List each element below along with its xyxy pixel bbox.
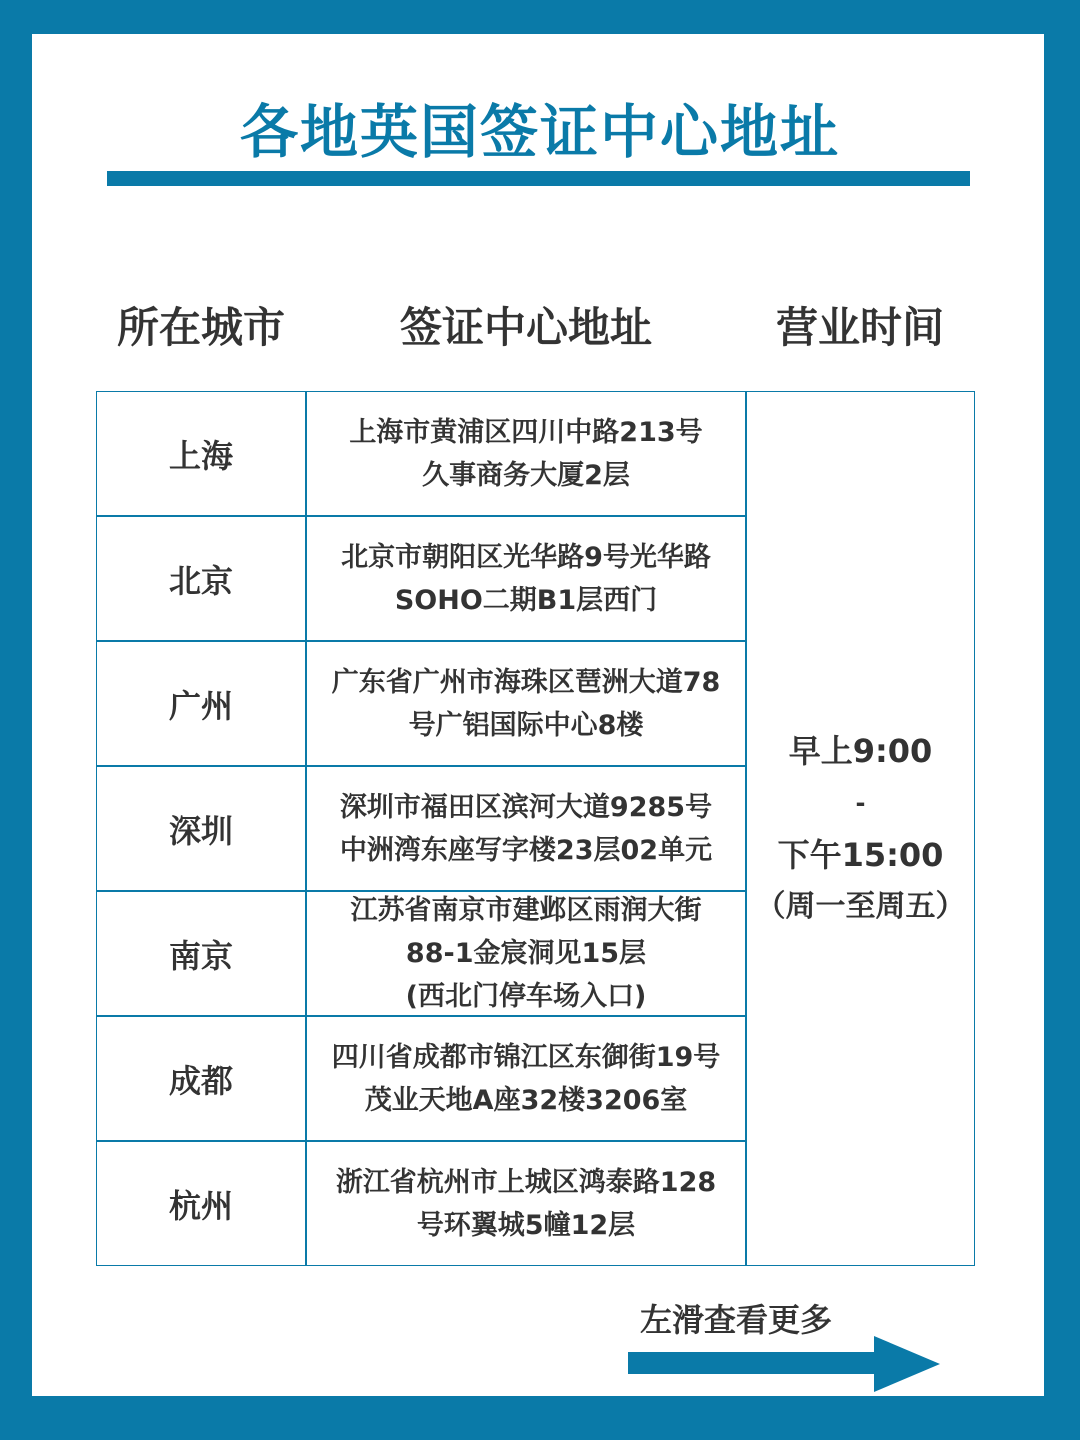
hours-separator: -: [855, 788, 866, 817]
address-line: 号广铝国际中心8楼: [408, 709, 644, 741]
address-line: 北京市朝阳区光华路9号光华路: [341, 541, 711, 573]
table-row: [96, 1141, 746, 1266]
address-line: 浙江省杭州市上城区鸿泰路128: [335, 1166, 717, 1198]
city-cell: 北京: [96, 516, 306, 641]
table-row: [96, 1016, 746, 1141]
visa-center-table: [96, 391, 975, 1266]
swipe-hint: 左滑查看更多: [640, 1301, 833, 1339]
page-title: 各地英国签证中心地址: [239, 98, 840, 166]
address-line: 88-1金宸洞见15层: [405, 938, 647, 969]
address-line: 号环翼城5幢12层: [416, 1209, 636, 1241]
address-line: 广东省广州市海珠区琶洲大道78: [331, 666, 721, 698]
address-cell: [306, 766, 746, 891]
address-line: SOHO二期B1层西门: [394, 584, 658, 616]
city-cell: 深圳: [96, 766, 306, 891]
address-cell: [306, 391, 746, 516]
city-cell: 南京: [96, 891, 306, 1016]
table-row: [96, 766, 746, 891]
table-row: [96, 391, 746, 516]
table-row: [96, 641, 746, 766]
address-cell: [306, 1016, 746, 1141]
hours-open: 早上9:00: [788, 731, 933, 770]
city-cell: 广州: [96, 641, 306, 766]
table-row: [96, 891, 746, 1016]
city-cell: 成都: [96, 1016, 306, 1141]
address-cell: [306, 641, 746, 766]
address-cell: [306, 1141, 746, 1266]
address-line: 江苏省南京市建邺区雨润大街: [350, 895, 702, 926]
right-arrow-icon: [628, 1334, 940, 1394]
column-header-address: 签证中心地址: [399, 303, 652, 352]
address-line: 深圳市福田区滨河大道9285号: [339, 791, 713, 823]
table-row: [96, 516, 746, 641]
title-underline: [107, 171, 970, 186]
address-line: 上海市黄浦区四川中路213号: [349, 416, 703, 448]
column-header-city: 所在城市: [116, 303, 285, 352]
city-cell: 上海: [96, 391, 306, 516]
address-cell: [306, 891, 746, 1016]
city-cell: 杭州: [96, 1141, 306, 1266]
address-cell: [306, 516, 746, 641]
address-line: 四川省成都市锦江区东御街19号: [331, 1041, 721, 1073]
business-hours-cell: [746, 391, 975, 1266]
column-header-hours: 营业时间: [775, 303, 944, 352]
hours-days: （周一至周五）: [755, 888, 966, 924]
address-line: (西北门停车场入口): [405, 981, 647, 1012]
address-line: 茂业天地A座32楼3206室: [364, 1084, 688, 1116]
hours-close: 下午15:00: [777, 835, 944, 874]
address-line: 中洲湾东座写字楼23层02单元: [339, 834, 713, 866]
address-line: 久事商务大厦2层: [422, 459, 630, 491]
